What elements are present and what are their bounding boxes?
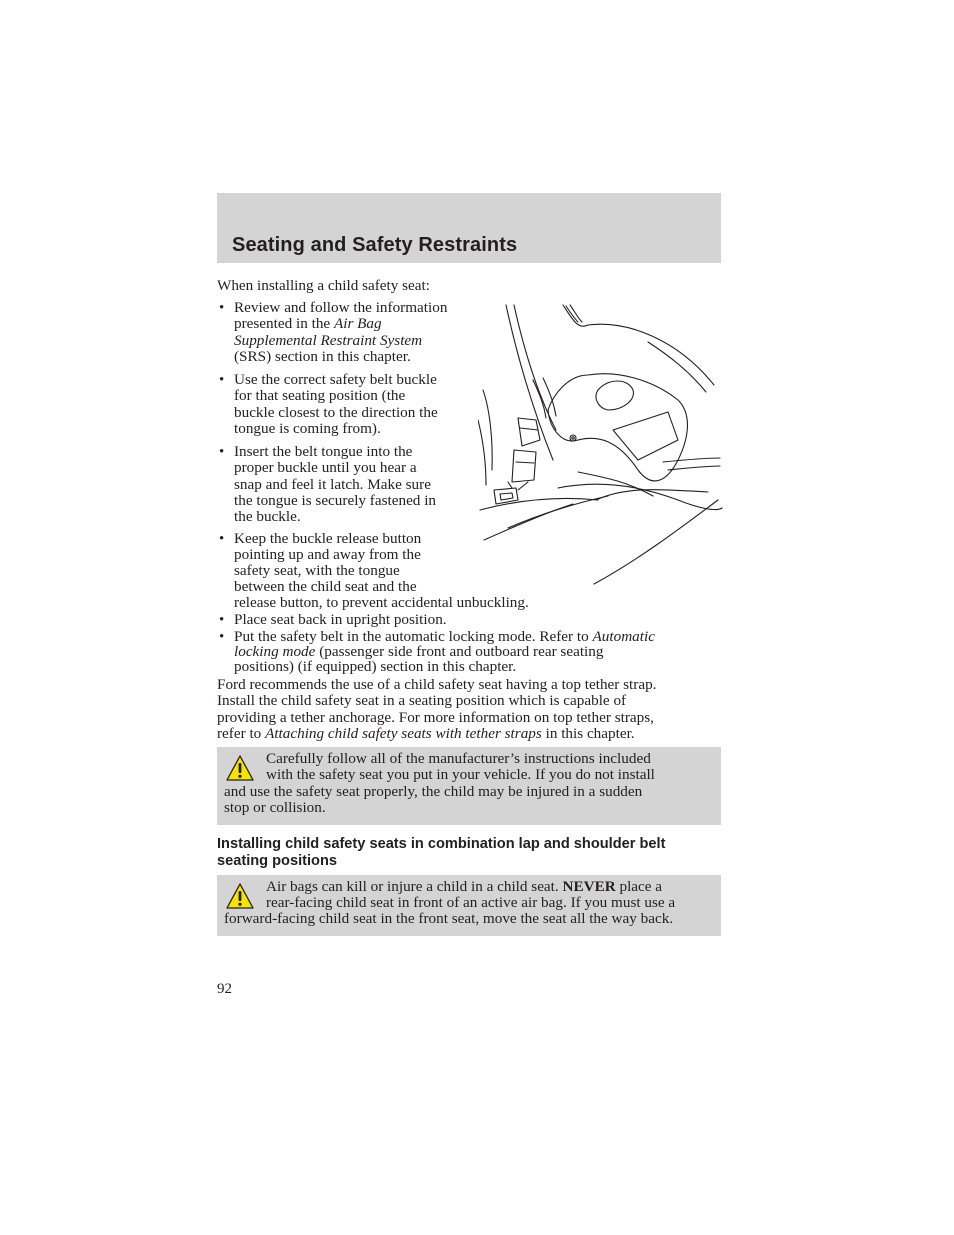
bullet-2-line: Use the correct safety belt buckle bbox=[234, 371, 437, 388]
paragraph-line: providing a tether anchorage. For more information on top tether straps, bbox=[217, 708, 654, 726]
bullet-item-5 bbox=[234, 612, 447, 628]
warning-text-line: rear-facing child seat in front of an active air bag. If you must use a bbox=[266, 894, 676, 911]
bullet-2-line: tongue is coming from). bbox=[234, 419, 381, 437]
paragraph-line: refer to bbox=[217, 724, 266, 742]
bullet-marker: • bbox=[219, 372, 225, 388]
warning-text-line: with the safety seat you put in your vehicle. If you do not install bbox=[266, 766, 655, 783]
subheading-line: seating positions bbox=[217, 853, 338, 869]
bullet-6-line: (passenger side front and outboard rear seating bbox=[315, 643, 604, 661]
paragraph-line: Ford recommends the use of a child safety seat having a top tether strap. bbox=[217, 676, 657, 693]
bullet-3-line: the buckle. bbox=[234, 508, 301, 526]
seat-belt-buckle-illustration bbox=[478, 300, 724, 590]
bullet-1-line: presented in the bbox=[234, 315, 334, 333]
bullet-2-line: for that seating position (the bbox=[234, 387, 406, 405]
warning-box bbox=[217, 875, 721, 936]
bullet-1-line: Review and follow the information bbox=[234, 299, 448, 316]
bullet-6-italic: locking mode bbox=[234, 643, 316, 661]
paragraph-italic: Attaching child safety seats with tether straps bbox=[265, 724, 542, 742]
bullet-item-6 bbox=[234, 629, 655, 675]
warning-text-line: Carefully follow all of the manufacturer’s instructions included bbox=[266, 750, 651, 767]
paragraph-line: Install the child safety seat in a seating position which is capable of bbox=[217, 692, 627, 710]
page-number: 92 bbox=[217, 981, 232, 997]
warning-text-line: forward-facing child seat in the front seat, move the seat all the way back. bbox=[224, 910, 674, 927]
bullet-4-line: release button, to prevent accidental unbuckling. bbox=[234, 594, 529, 611]
bullet-3-line: Insert the belt tongue into the bbox=[234, 443, 413, 460]
subheading-line: Installing child safety seats in combination lap and shoulder belt bbox=[217, 836, 666, 852]
warning-text-segment: place a bbox=[615, 878, 663, 895]
bullet-3-line: snap and feel it latch. Make sure bbox=[234, 475, 431, 493]
warning-emphasis: NEVER bbox=[562, 878, 616, 895]
bullet-3-line: the tongue is securely fastened in bbox=[234, 491, 437, 509]
section-header bbox=[217, 193, 721, 263]
bullet-5-line: Place seat back in upright position. bbox=[234, 611, 447, 628]
warning-text-line bbox=[266, 879, 662, 895]
warning-box bbox=[217, 747, 721, 825]
subsection-heading bbox=[217, 836, 721, 870]
bullet-marker: • bbox=[219, 531, 225, 547]
bullet-1-line: (SRS) section in this chapter. bbox=[234, 347, 411, 365]
warning-text-line: stop or collision. bbox=[224, 799, 326, 816]
bullet-marker: • bbox=[219, 300, 225, 316]
warning-triangle-icon bbox=[225, 754, 255, 782]
bullet-3-line: proper buckle until you hear a bbox=[234, 459, 417, 477]
bullet-item-3 bbox=[234, 444, 436, 525]
bullet-marker: • bbox=[219, 444, 225, 460]
bullet-marker: • bbox=[219, 612, 225, 628]
bullet-item-2 bbox=[234, 372, 438, 437]
warning-text-segment: Air bags can kill or injure a child in a child seat. bbox=[266, 878, 563, 895]
paragraph-line: in this chapter. bbox=[541, 724, 635, 742]
bullet-4-line: safety seat, with the tongue bbox=[234, 562, 400, 579]
warning-triangle-icon bbox=[225, 882, 255, 910]
warning-text-line: and use the safety seat properly, the child may be injured in a sudden bbox=[224, 783, 643, 800]
bullet-marker: • bbox=[219, 629, 225, 645]
body-paragraph bbox=[217, 677, 656, 742]
intro-text: When installing a child safety seat: bbox=[217, 277, 430, 294]
bullet-2-line: buckle closest to the direction the bbox=[234, 403, 438, 421]
section-title: Seating and Safety Restraints bbox=[232, 234, 518, 256]
bullet-1-italic: Air Bag bbox=[333, 315, 382, 333]
bullet-1-italic: Supplemental Restraint System bbox=[234, 331, 423, 349]
bullet-6-line: positions) (if equipped) section in this chapter. bbox=[234, 658, 517, 676]
bullet-4-line: Keep the buckle release button bbox=[234, 530, 422, 547]
bullet-4-line: between the child seat and the bbox=[234, 578, 417, 595]
bullet-6-italic: Automatic bbox=[592, 628, 655, 645]
bullet-6-line: Put the safety belt in the automatic locking mode. Refer to bbox=[234, 628, 593, 645]
bullet-item-1 bbox=[234, 300, 447, 365]
bullet-4-line: pointing up and away from the bbox=[234, 546, 421, 563]
